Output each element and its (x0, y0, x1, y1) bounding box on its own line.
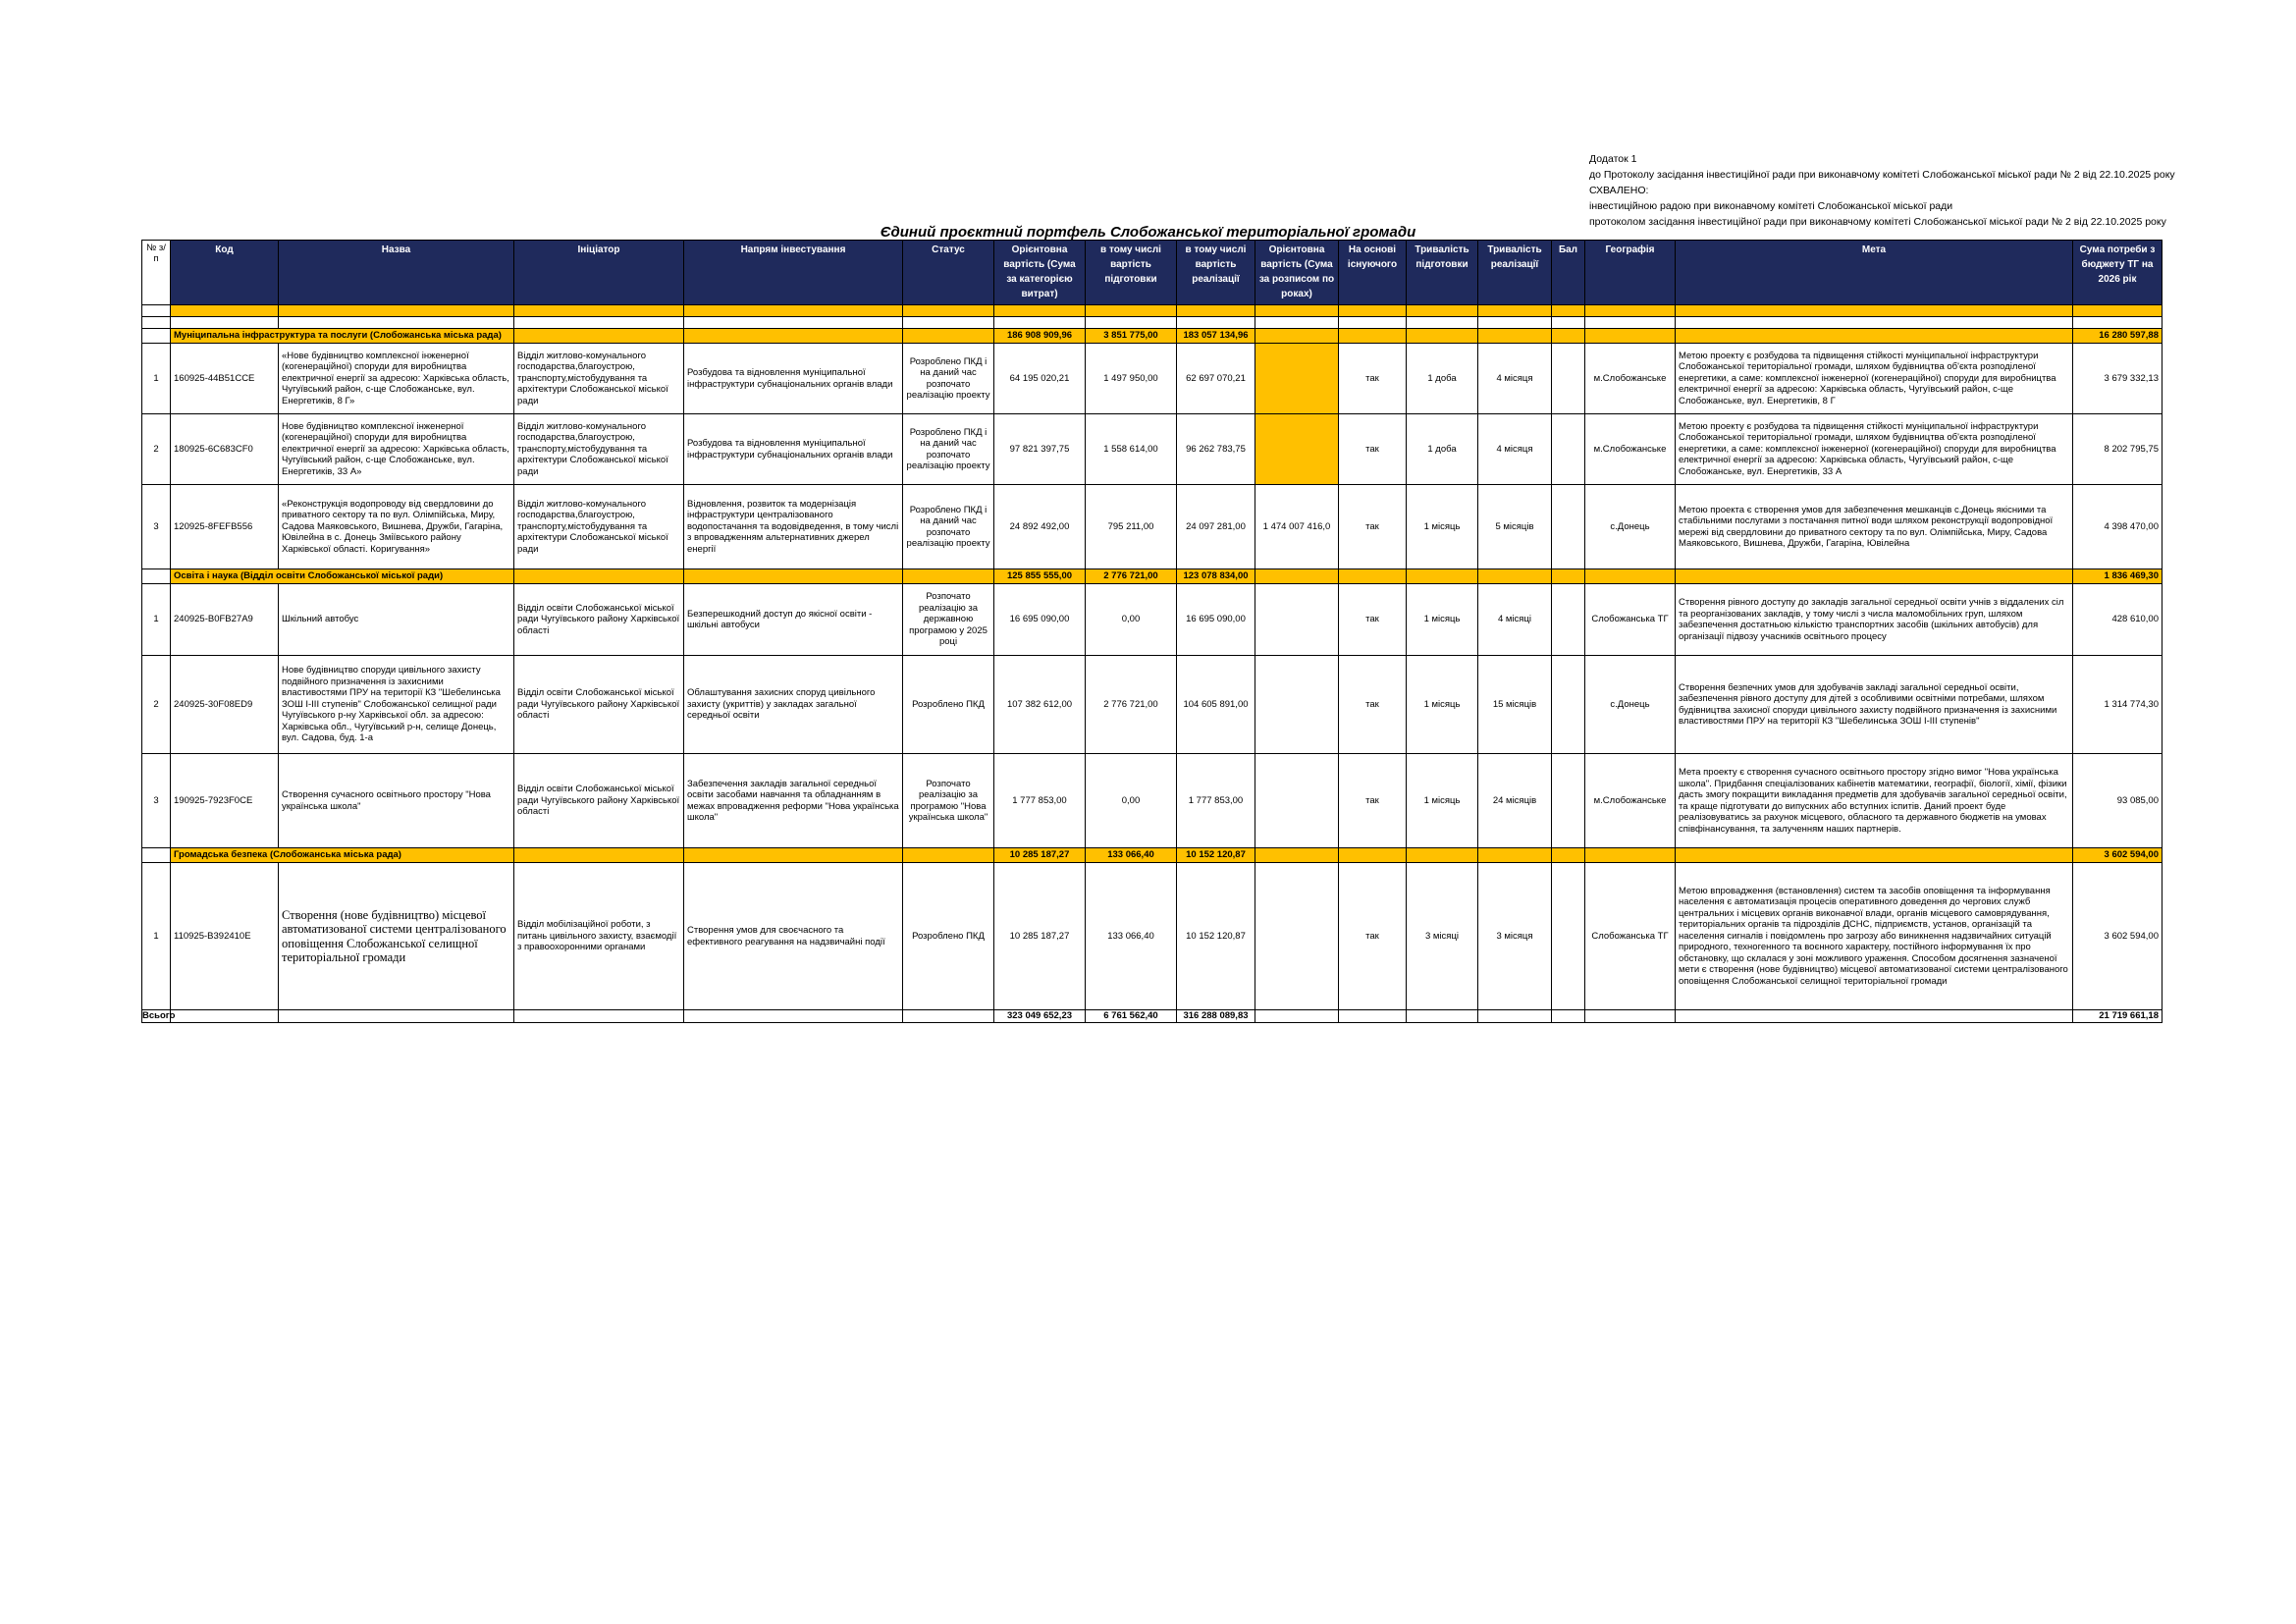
project-status: Розроблено ПКД (903, 863, 994, 1010)
project-code: 110925-B392410E (171, 863, 279, 1010)
section-budget: 16 280 597,88 (2073, 329, 2163, 344)
col-header: Тривалість підготовки (1407, 241, 1478, 305)
document-header (1589, 151, 2175, 230)
col-header: Сума потреби з бюджету ТГ на 2026 рік (2073, 241, 2163, 305)
impl-duration: 24 місяців (1478, 754, 1552, 848)
impl-cost: 24 097 281,00 (1177, 485, 1255, 569)
cost-by-years (1255, 414, 1339, 485)
based-on-existing: так (1339, 656, 1407, 754)
col-header: Бал (1552, 241, 1585, 305)
project-status: Розроблено ПКД і на даний час розпочато реалізацію проекту (903, 485, 994, 569)
table-row (142, 754, 2163, 848)
project-name: «Реконструкція водопроводу від свердловини до приватного сектору та по вул. Олімпійська, Миру, Садова Маяковського, Вишнева, Дружби, Гагаріна, Ювілейна в с. Донець Зміївського району Харківської області. Коригування» (279, 485, 514, 569)
col-header: Географія (1585, 241, 1676, 305)
section-budget: 1 836 469,30 (2073, 569, 2163, 584)
total-budget: 21 719 661,18 (2073, 1010, 2163, 1023)
based-on-existing: так (1339, 485, 1407, 569)
section-prep-cost: 133 066,40 (1086, 848, 1177, 863)
prep-duration: 1 доба (1407, 414, 1478, 485)
impl-duration: 4 місяця (1478, 414, 1552, 485)
section-row (142, 569, 2163, 584)
project-goal: Створення рівного доступу до закладів загальної середньої освіти учнів з віддалених сіл та реорганізованих закладів, у тому числі з числа маломобільних груп, шляхом забезпечення достатньою кількістю транспортних засобів (шкільних автобусів) для організації підвозу учасників освітнього процесу (1676, 584, 2073, 656)
geography: с.Донець (1585, 485, 1676, 569)
geography: с.Донець (1585, 656, 1676, 754)
totals-label: Всього (142, 1010, 176, 1022)
col-header: Ініціатор (514, 241, 684, 305)
col-header: Напрям інвестування (684, 241, 903, 305)
impl-cost: 62 697 070,21 (1177, 344, 1255, 414)
prep-duration: 1 місяць (1407, 754, 1478, 848)
prep-cost: 1 497 950,00 (1086, 344, 1177, 414)
total-cost: 323 049 652,23 (994, 1010, 1086, 1023)
impl-cost: 10 152 120,87 (1177, 863, 1255, 1010)
cost-by-years (1255, 656, 1339, 754)
prep-cost: 0,00 (1086, 754, 1177, 848)
header-row (142, 241, 2163, 305)
cost-by-years (1255, 584, 1339, 656)
investment-direction: Створення умов для своєчасного та ефективного реагування на надзвичайні події (684, 863, 903, 1010)
budget-need: 93 085,00 (2073, 754, 2163, 848)
col-header: в тому числі вартість реалізації (1177, 241, 1255, 305)
yellow-band-row (142, 305, 2163, 317)
row-number: 2 (142, 656, 171, 754)
section-name: Освіта і наука (Відділ освіти Слобожанської міської ради) (171, 569, 514, 584)
section-total-cost: 125 855 555,00 (994, 569, 1086, 584)
table-row (142, 656, 2163, 754)
impl-cost: 104 605 891,00 (1177, 656, 1255, 754)
header-line: інвестиційною радою при виконавчому комітеті Слобожанської міської ради (1589, 200, 1953, 212)
table-row (142, 414, 2163, 485)
section-total-cost: 10 285 187,27 (994, 848, 1086, 863)
project-initiator: Відділ житлово-комунального господарства,благоустрою, транспорту,містобудування та архітектури Слобожанської міської ради (514, 414, 684, 485)
prep-duration: 1 доба (1407, 344, 1478, 414)
project-initiator: Відділ освіти Слобожанської міської ради Чугуївського району Харківської області (514, 656, 684, 754)
score (1552, 584, 1585, 656)
col-header: Тривалість реалізації (1478, 241, 1552, 305)
table-row (142, 485, 2163, 569)
row-number: 1 (142, 863, 171, 1010)
prep-cost: 2 776 721,00 (1086, 656, 1177, 754)
budget-need: 4 398 470,00 (2073, 485, 2163, 569)
total-prep-cost: 6 761 562,40 (1086, 1010, 1177, 1023)
project-code: 160925-44B51CCE (171, 344, 279, 414)
impl-duration: 4 місяці (1478, 584, 1552, 656)
header-line: до Протоколу засідання інвестиційної ради при виконавчому комітеті Слобожанської міської ради № 2 від 22.10.2025 року (1589, 169, 2175, 181)
total-impl-cost: 316 288 089,83 (1177, 1010, 1255, 1023)
row-number: 2 (142, 414, 171, 485)
budget-need: 8 202 795,75 (2073, 414, 2163, 485)
investment-direction: Відновлення, розвиток та модернізація інфраструктури централізованого водопостачання та водовідведення, в тому числі з впровадженням альтернативних джерел енергії (684, 485, 903, 569)
geography: Слобожанська ТГ (1585, 863, 1676, 1010)
section-total-cost: 186 908 909,96 (994, 329, 1086, 344)
score (1552, 656, 1585, 754)
col-header: Статус (903, 241, 994, 305)
prep-duration: 3 місяці (1407, 863, 1478, 1010)
col-header: в тому числі вартість підготовки (1086, 241, 1177, 305)
project-cost: 10 285 187,27 (994, 863, 1086, 1010)
impl-cost: 16 695 090,00 (1177, 584, 1255, 656)
project-status: Розпочато реалізацію за державною програмою у 2025 році (903, 584, 994, 656)
budget-need: 3 602 594,00 (2073, 863, 2163, 1010)
based-on-existing: так (1339, 754, 1407, 848)
section-prep-cost: 3 851 775,00 (1086, 329, 1177, 344)
cost-by-years: 1 474 007 416,0 (1255, 485, 1339, 569)
section-prep-cost: 2 776 721,00 (1086, 569, 1177, 584)
budget-need: 3 679 332,13 (2073, 344, 2163, 414)
header-line: протоколом засідання інвестиційної ради при виконавчому комітеті Слобожанської міської ради № 2 від 22.10.2025 року (1589, 216, 2166, 228)
project-code: 240925-B0FB27A9 (171, 584, 279, 656)
score (1552, 485, 1585, 569)
project-cost: 1 777 853,00 (994, 754, 1086, 848)
project-cost: 97 821 397,75 (994, 414, 1086, 485)
project-goal: Метою впровадження (встановлення) систем та засобів оповіщення та інформування населення є автоматизація процесів оперативного доведення до чергових служб центральних і місцевих органів виконавчої влади, органів місцевого самоврядування, територіальних органів та підрозділів ДСНС, підприємств, установ, організацій та населення сигналів і повідомлень про загрозу або виникнення надзвичайних ситуацій природного, техногенного та воєнного характеру, постійного інформування їх про обстановку, що склалася у зоні можливого ураження. Способом досягнення зазначеної мети є створення (нове будівництво) місцевої автоматизованої системи централізованого оповіщення Слобожанської селищної територіальної громади (1676, 863, 2073, 1010)
project-initiator: Відділ освіти Слобожанської міської ради Чугуївського району Харківської області (514, 754, 684, 848)
col-header: На основі існуючого (1339, 241, 1407, 305)
project-code: 120925-8FEFB556 (171, 485, 279, 569)
prep-duration: 1 місяць (1407, 584, 1478, 656)
row-number: 3 (142, 754, 171, 848)
impl-duration: 5 місяців (1478, 485, 1552, 569)
impl-cost: 96 262 783,75 (1177, 414, 1255, 485)
project-code: 190925-7923F0CE (171, 754, 279, 848)
section-budget: 3 602 594,00 (2073, 848, 2163, 863)
prep-cost: 133 066,40 (1086, 863, 1177, 1010)
section-name: Громадська безпека (Слобожанська міська рада) (171, 848, 514, 863)
project-goal: Метою проекту є розбудова та підвищення стійкості муніципальної інфраструктури Слобожанської територіальної громади, шляхом будівництва об'єкта розподіленої енергетики, а саме: комплексної інженерної (когенераційної) споруди для виробництва електричної енергії за адресою: Харківська область, Чугуївський район, с-ще Слобожанське, вул. Енергетиків, 8 Г (1676, 344, 2073, 414)
based-on-existing: так (1339, 863, 1407, 1010)
project-goal: Метою проекту є розбудова та підвищення стійкості муніципальної інфраструктури Слобожанської територіальної громади, шляхом будівництва об'єкта розподіленої енергетики, а саме: комплексної інженерної (когенераційної) споруди для виробництва електричної енергії за адресою: Харківська область, Чугуївський район, с-ще Слобожанське, вул. Енергетиків, 33 А (1676, 414, 2073, 485)
project-goal: Створення безпечних умов для здобувачів закладі загальної середньої освіти, забезпечення рівного доступу для дітей з особливими освітніми потребами, шляхом будівництва захисної споруди цивільного захисту подвійного призначення із захисними властивостями ПРУ на території КЗ "Шебелинська ЗОШ І-ІІІ ступенів" (1676, 656, 2073, 754)
investment-direction: Розбудова та відновлення муніципальної інфраструктури субнаціональних органів влади (684, 344, 903, 414)
project-cost: 107 382 612,00 (994, 656, 1086, 754)
cost-by-years (1255, 754, 1339, 848)
header-line: Додаток 1 (1589, 153, 1637, 165)
section-impl-cost: 123 078 834,00 (1177, 569, 1255, 584)
project-initiator: Відділ освіти Слобожанської міської ради Чугуївського району Харківської області (514, 584, 684, 656)
project-name: «Нове будівництво комплексної інженерної (когенераційної) споруди для виробництва електричної енергії за адресою: Харківська область, Чугуївський район, с-ще Слобожанське, вул. Енергетиків, 8 Г» (279, 344, 514, 414)
project-initiator: Відділ мобілізаційної роботи, з питань цивільного захисту, взаємодії з правоохоронними органами (514, 863, 684, 1010)
project-code: 180925-6C683CF0 (171, 414, 279, 485)
prep-cost: 1 558 614,00 (1086, 414, 1177, 485)
col-header: Назва (279, 241, 514, 305)
geography: м.Слобожанське (1585, 754, 1676, 848)
investment-direction: Облаштування захисних споруд цивільного захисту (укриттів) у закладах загальної середньої освіти (684, 656, 903, 754)
col-header: Орієнтовна вартість (Сума за категорією витрат) (994, 241, 1086, 305)
project-code: 240925-30F08ED9 (171, 656, 279, 754)
section-name: Муніципальна інфраструктура та послуги (Слобожанська міська рада) (171, 329, 514, 344)
totals-row (142, 1010, 2163, 1023)
project-cost: 64 195 020,21 (994, 344, 1086, 414)
project-name: Шкільний автобус (279, 584, 514, 656)
project-goal: Метою проекта є створення умов для забезпечення мешканців с.Донець якісними та стабільними послугами з постачання питної води шляхом реконструкції водопровідної мережі від свердловини до приватного сектору та по вул. Олімпійська, Миру, Садова Маяковського, Вишнева, Дружби, Гагаріна, Ювілейна (1676, 485, 2073, 569)
impl-duration: 3 місяця (1478, 863, 1552, 1010)
project-initiator: Відділ житлово-комунального господарства,благоустрою, транспорту,містобудування та архітектури Слобожанської міської ради (514, 485, 684, 569)
portfolio-table (141, 240, 2163, 1023)
prep-duration: 1 місяць (1407, 485, 1478, 569)
table-row (142, 344, 2163, 414)
prep-cost: 0,00 (1086, 584, 1177, 656)
document-title: Єдиний проєктний портфель Слобожанської територіальної громади (880, 224, 1416, 241)
cost-by-years (1255, 863, 1339, 1010)
project-goal: Мета проекту є створення сучасного освітнього простору згідно вимог "Нова українська школа". Придбання спеціалізованих кабінетів математики, географії, біології, хімії, фізики дасть змогу покращити викладання предметів для здобувачів загальної середньої освіти, та краще підготувати до випускних або вступних іспитів. Даний проект буде реалізовуватись за рахунок місцевого, обласного та державного бюджетів на умовах співфінансування, та залученням наших партнерів. (1676, 754, 2073, 848)
project-status: Розроблено ПКД і на даний час розпочато реалізацію проекту (903, 344, 994, 414)
col-header: Орієнтовна вартість (Сума за розписом по роках) (1255, 241, 1339, 305)
section-row (142, 848, 2163, 863)
project-name: Створення сучасного освітнього простору "Нова українська школа" (279, 754, 514, 848)
section-impl-cost: 10 152 120,87 (1177, 848, 1255, 863)
impl-cost: 1 777 853,00 (1177, 754, 1255, 848)
section-row (142, 329, 2163, 344)
project-name: Створення (нове будівництво) місцевої автоматизованої системи централізованого оповіщення Слобожанської селищної територіальної громади (279, 863, 514, 1010)
col-header: № з/п (142, 241, 171, 305)
project-name: Нове будівництво комплексної інженерної (когенераційної) споруди для виробництва електричної енергії за адресою: Харківська область, Чугуївський район, с-ще Слобожанське, вул. Енергетиків, 33 А» (279, 414, 514, 485)
score (1552, 344, 1585, 414)
investment-direction: Забезпечення закладів загальної середньої освіти засобами навчання та обладнанням в межах впровадження реформи "Нова українська школа" (684, 754, 903, 848)
row-number: 3 (142, 485, 171, 569)
project-status: Розроблено ПКД (903, 656, 994, 754)
score (1552, 414, 1585, 485)
impl-duration: 15 місяців (1478, 656, 1552, 754)
impl-duration: 4 місяця (1478, 344, 1552, 414)
section-impl-cost: 183 057 134,96 (1177, 329, 1255, 344)
project-status: Розпочато реалізацію за програмою "Нова українська школа" (903, 754, 994, 848)
budget-need: 428 610,00 (2073, 584, 2163, 656)
col-header: Код (171, 241, 279, 305)
budget-need: 1 314 774,30 (2073, 656, 2163, 754)
investment-direction: Безперешкодний доступ до якісної освіти - шкільні автобуси (684, 584, 903, 656)
table-row (142, 584, 2163, 656)
score (1552, 863, 1585, 1010)
investment-direction: Розбудова та відновлення муніципальної інфраструктури субнаціональних органів влади (684, 414, 903, 485)
blank-row (142, 317, 2163, 329)
project-initiator: Відділ житлово-комунального господарства,благоустрою, транспорту,містобудування та архітектури Слобожанської міської ради (514, 344, 684, 414)
header-line: СХВАЛЕНО: (1589, 185, 1649, 196)
col-header: Мета (1676, 241, 2073, 305)
based-on-existing: так (1339, 344, 1407, 414)
based-on-existing: так (1339, 414, 1407, 485)
cost-by-years (1255, 344, 1339, 414)
project-cost: 24 892 492,00 (994, 485, 1086, 569)
based-on-existing: так (1339, 584, 1407, 656)
table-row (142, 863, 2163, 1010)
row-number: 1 (142, 584, 171, 656)
score (1552, 754, 1585, 848)
project-cost: 16 695 090,00 (994, 584, 1086, 656)
row-number: 1 (142, 344, 171, 414)
geography: м.Слобожанське (1585, 344, 1676, 414)
prep-duration: 1 місяць (1407, 656, 1478, 754)
prep-cost: 795 211,00 (1086, 485, 1177, 569)
project-status: Розроблено ПКД і на даний час розпочато реалізацію проекту (903, 414, 994, 485)
geography: м.Слобожанське (1585, 414, 1676, 485)
project-name: Нове будівництво споруди цивільного захисту подвійного призначення із захисними властивостями ПРУ на території КЗ "Шебелинська ЗОШ І-ІІІ ступенів" Слобожанської селищної ради Чугуївського р-ну Харківської обл. за адресою: Харківська обл., Чугуївський р-н, селище Донець, вул. Садова, буд. 1-а (279, 656, 514, 754)
geography: Слобожанська ТГ (1585, 584, 1676, 656)
